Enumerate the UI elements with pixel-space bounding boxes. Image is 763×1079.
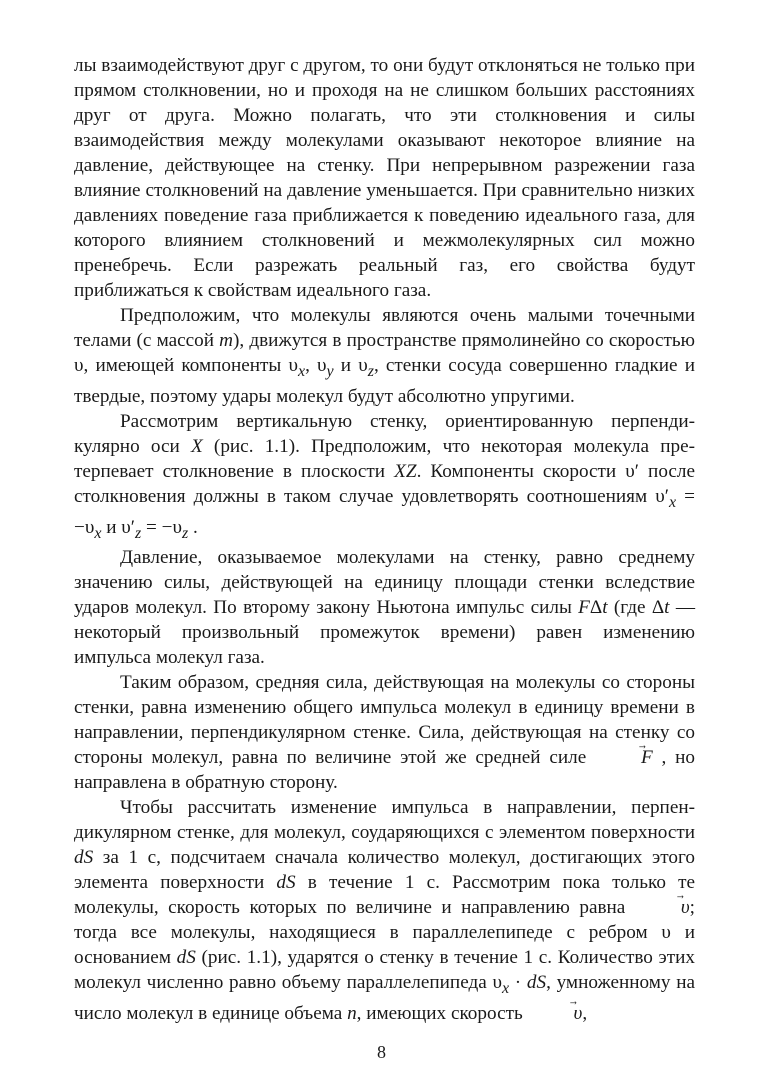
paragraph-p1: лы взаимодействуют друг с другом, то они будут отклоняться не только при прямом столкновении, но и проходя на не слишком больших расстояниях друг от друга. Можно полагать, что эти столкновения и силы взаимодействия между молекулами оказывают некоторое влияние на давление, действующее на стенку. При непрерывном разрежении газа влияние столкновений на давление уменьшается. При сравнительно низких давлениях поведение газа приближается к поведению идеального газа, для которого влиянием столкновений и межмолекулярных сил можно пренебречь. Если разрежать реальный газ, его свойства будут приближаться к свойствам идеального газа. [74, 55, 695, 301]
paragraph-p4: Давление, оказываемое молекулами на стенку, равно среднему значению силы, действующей на единицу площади стенки вследствие ударов молекул. По второму закону Ньютона импульс силы FΔt (где Δt — некоторый произвольный промежуток времени) равен изменению импульса молекул газа. [74, 547, 696, 669]
text-body [74, 53, 695, 1026]
paragraph-p3: Рассмотрим вертикальную стенку, ориентированную перпендикулярно оси X (рис. 1.1). Предположим, что некоторая молекула претерпевает столкновение в плоскости XZ. Компоненты скорости υ′ после столкновения должны в таком случае удовлетворять соотношениям $\upsilon'_x = -\upsilon_x$ и $\upsilon'_z = -\upsilon_z$ . [74, 410, 695, 542]
paragraph-p2: Предположим, что молекулы являются очень малыми точечными телами (с массой m), движутся в пространстве прямолинейно со скоростью υ, имеющей компоненты $\upsilon_x$, $\upsilon_y$ и $\upsilon_z$, стенки сосуда совершенно гладкие и твердые, поэтому удары молекул будут абсолютно упругими. [74, 305, 695, 407]
page-number: 8 [377, 1042, 386, 1062]
paragraph-p5: Таким образом, средняя сила, действующая на молекулы со стороны стенки, равна изменению общего импульса молекул в единицу времени в направлении, перпендикулярном стенке. Сила, действующая на стенку со стороны молекул, равна по величине этой же средней силе → F , но направлена в обратную сторону. [74, 670, 695, 795]
paragraph-p6: Чтобы рассчитать изменение импульса в направлении, перпендикулярном стенке, для молекул, соударяющихся с элементом поверхности dS за 1 с, подсчитаем сначала количество молекул, достигающих этого элемента поверхности dS в течение 1 с. Рассмотрим пока только те молекулы, скорость которых по величине и направлению равна → υ; тогда все молекулы, находящиеся в параллелепипеде с ребром υ и основанием dS (рис. 1.1), ударятся о стенку в течение 1 с. Количество этих молекул численно равно объему параллелепипеда $\upsilon_x$ · dS, умноженному на число молекул в единице объема n, имеющих скорость → υ, [74, 795, 695, 1026]
